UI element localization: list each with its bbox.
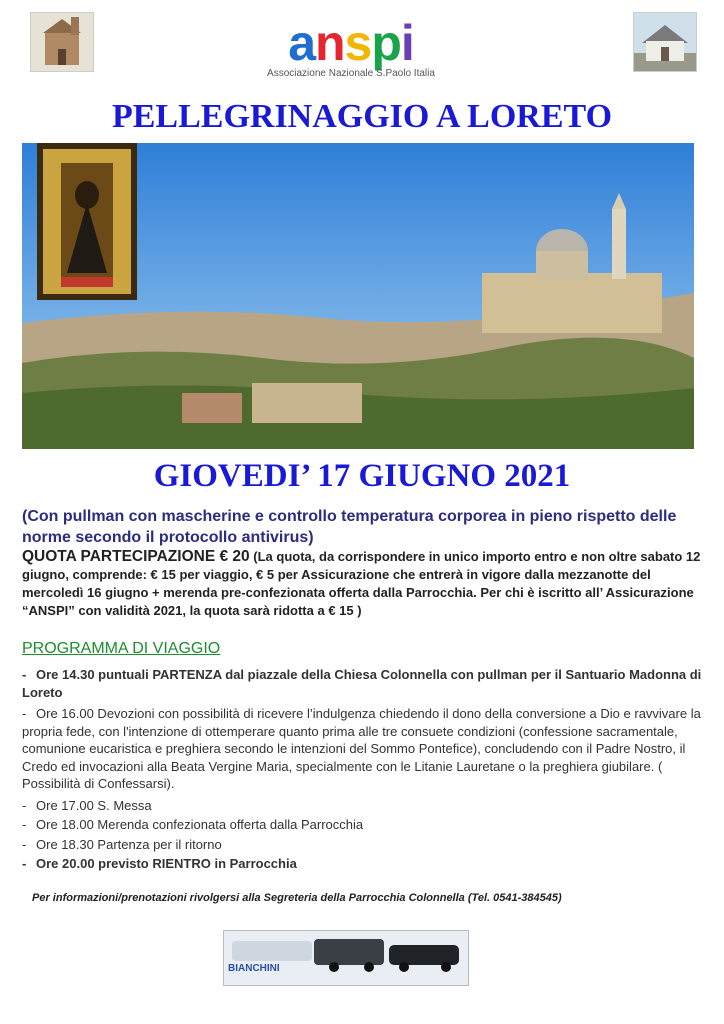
program-item-mass: - Ore 17.00 S. Messa — [22, 797, 152, 813]
page-title: PELLEGRINAGGIO A LORETO — [111, 98, 613, 135]
church-thumbnail-right — [633, 12, 697, 72]
program-item-devotions: - Ore 16.00 Devozioni con possibilità di ricevere l’indulgenza chiedendo il dono della conversione a Dio e ravvivare la propria fede, con l'intenzione di ottemperare quanto prima alle tre consuete condizioni (confessione sacramentale, comunione eucaristica e preghiera secondo le intenzioni del Sommo Pontefice), concludendo con il Padre Nostro, il Credo ed invocazioni alla Beata Vergine Maria, specialmente con le Litanie Lauretane o la preghiera giubilare. ( Possibilità di Confessarsi). — [22, 706, 701, 791]
bus-company-logo — [223, 930, 469, 986]
church-thumbnail-left — [30, 12, 94, 72]
madonna-di-loreto-image — [37, 143, 137, 300]
quota-label: QUOTA PARTECIPAZIONE € 20 — [22, 548, 250, 565]
program-item-return-departure: - Ore 18.30 Partenza per il ritorno — [22, 836, 222, 852]
program-item-arrival: - Ore 20.00 previsto RIENTRO in Parrocchia — [22, 856, 297, 871]
bus-company-name: BIANCHINI — [228, 963, 280, 974]
program-item-snack: - Ore 18.00 Merenda confezionata offerta dalla Parrocchia — [22, 817, 364, 832]
quota-details: (La quota, da corrispondere in unico importo entro e non oltre sabato 12 giugno, comprende: € 15 per viaggio, € 5 per Assicurazione che entrerà in vigore dalla mezzanotte del mercoledì 16 giugno + merenda pre-confezionata offerta dalla Parrocchia. Per chi è iscritto all’ Assicurazione “ANSPI” con validità 2021, la quota sarà ridotta a € 15 ) — [22, 549, 701, 618]
logo-caption: Associazione Nazionale S.Paolo Italia — [267, 68, 435, 79]
event-date-title: GIOVEDI’ 17 GIUGNO 2021 — [153, 458, 571, 494]
program-title: PROGRAMMA DI VIAGGIO — [22, 640, 221, 657]
contact-note: Per informazioni/prenotazioni rivolgersi alla Segreteria della Parrocchia Colonnella (Tel. 0541-384545) — [32, 892, 562, 904]
intro-note: (Con pullman con mascherine e controllo temperatura corporea in pieno rispetto delle norme secondo il protocollo antivirus) — [22, 508, 677, 546]
quota-section — [22, 548, 702, 620]
program-list — [22, 666, 702, 873]
anspi-logo: anspi Associazione Nazionale S.Paolo Italia — [244, 14, 458, 86]
program-item-departure: - Ore 14.30 puntuali PARTENZA dal piazzale della Chiesa Colonnella con pullman per il Santuario Madonna di Loreto — [22, 667, 702, 700]
